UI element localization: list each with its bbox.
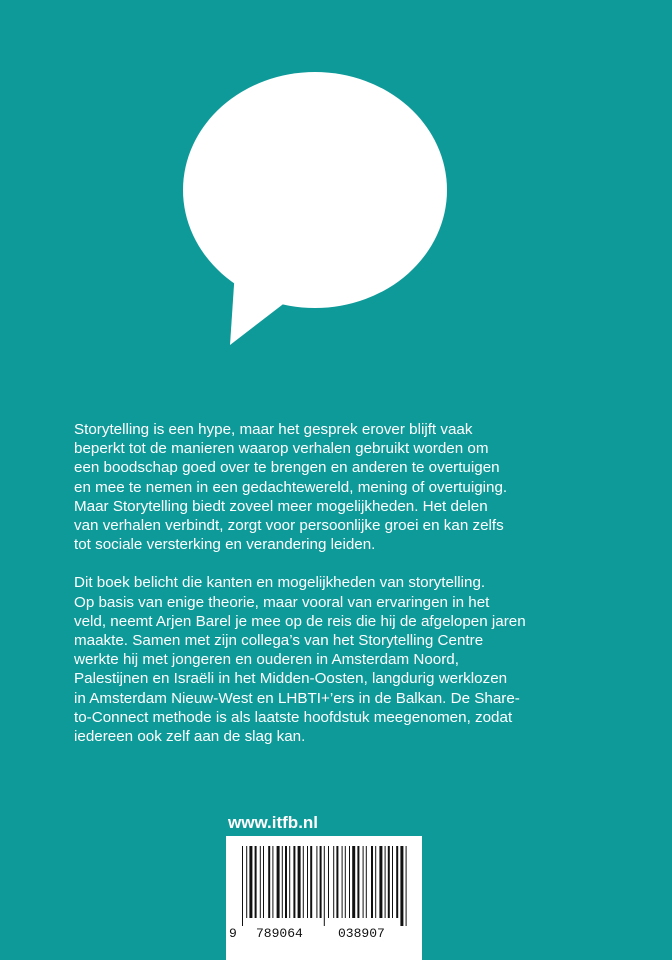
barcode-bar (277, 846, 280, 918)
barcode-bar (342, 846, 343, 918)
barcode-bar (392, 846, 393, 918)
barcode-bar (307, 846, 308, 918)
barcode-group-2: 038907 (338, 926, 385, 941)
barcode-bar (385, 846, 386, 918)
barcode-bar (396, 846, 398, 918)
barcode-bar (406, 846, 407, 926)
blurb-paragraph-1: Storytelling is een hype, maar het gesprek erover blijft vaak beperkt tot de manieren waarop verhalen gebruikt worden om een boodschap goed over te brengen en anderen te overtuigen en mee te nemen in een gedachtewereld, mening of overtuiging. Maar Storytelling biedt zoveel meer mogelijkheden. Het delen van verhalen verbindt, zorgt voor persoonlijke groei en kan zelfs tot sociale versterking en verandering leiden. (74, 421, 508, 554)
barcode-bar (379, 846, 382, 918)
barcode-bar (345, 846, 346, 918)
barcode-bar (316, 846, 317, 918)
barcode-bar (303, 846, 304, 918)
barcode-bar (320, 846, 322, 918)
barcode-bars (236, 846, 412, 926)
barcode-bar (324, 846, 325, 926)
barcode-bar (363, 846, 364, 918)
barcode-bar (246, 846, 247, 918)
speech-bubble-icon (180, 55, 450, 345)
barcode-bar (272, 846, 273, 918)
barcode-bar (388, 846, 390, 918)
barcode-bar (289, 846, 290, 918)
barcode-bar (310, 846, 312, 918)
publisher-url: www.itfb.nl (228, 813, 319, 832)
barcode-bar (352, 846, 355, 918)
back-cover-blurb (74, 420, 604, 765)
barcode-bar (249, 846, 252, 918)
barcode-bar (328, 846, 329, 918)
barcode-bar (336, 846, 338, 918)
barcode-bar (260, 846, 261, 918)
blurb-paragraph-2: Dit boek belicht die kanten en mogelijkheden van storytelling. Op basis van enige theorie, maar vooral van ervaringen in het veld, neemt Arjen Barel je mee op de reis die hij de afgelopen jaren maakte. Samen met zijn collega’s van het Storytelling Centre werkte hij met jongeren en ouderen in Amsterdam Noord, Palestijnen en Israëli in het Midden-Oosten, langdurig werklozen in Amsterdam Nieuw-West en LHBTI+’ers in de Balkan. De Share- to-Connect methode is als laatste hoofdstuk meegenomen, zodat iedereen ook zelf aan de slag kan. (74, 574, 526, 746)
barcode-bar (293, 846, 295, 918)
barcode-bar (263, 846, 264, 918)
barcode-group-1: 789064 (256, 926, 303, 941)
barcode-bar (349, 846, 350, 918)
barcode-bar (282, 846, 283, 918)
barcode-bar (375, 846, 376, 918)
barcode-bar (255, 846, 257, 918)
barcode-bar (285, 846, 287, 918)
barcode-bar (366, 846, 367, 918)
barcode-bar (371, 846, 373, 918)
barcode-bar (242, 846, 243, 926)
barcode-bar (298, 846, 301, 918)
barcode-bar (357, 846, 359, 918)
isbn-barcode (226, 836, 422, 960)
barcode-bar (268, 846, 270, 918)
barcode-lead-digit: 9 (229, 926, 237, 941)
barcode-bar (400, 846, 403, 926)
barcode-bar (333, 846, 334, 918)
